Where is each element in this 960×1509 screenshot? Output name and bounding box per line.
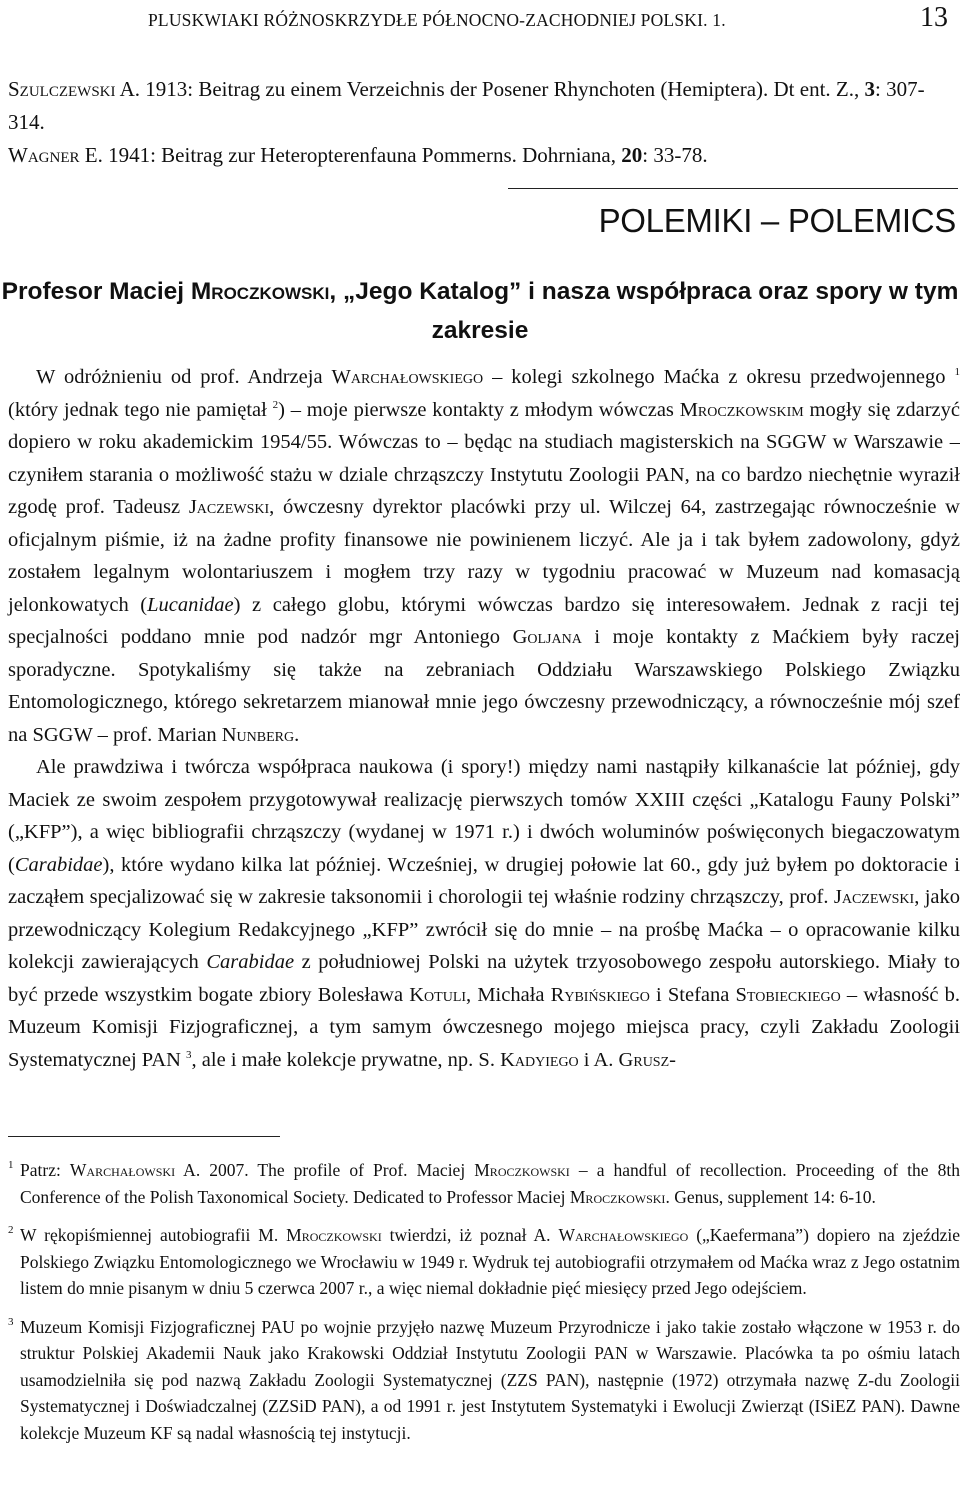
footnote-marker[interactable]: 3 (186, 1048, 192, 1061)
article-title: Profesor Maciej Mroczkowski, „Jego Katalog” i nasza współpraca oraz spory w tym zakresie (1, 278, 959, 344)
page-number: 13 (920, 2, 948, 33)
reference-volume: 20 (621, 143, 643, 167)
footnote: 1 Patrz: Warchałowski A. 2007. The profile of Prof. Maciej Mroczkowski – a handful of recollection. Proceeding of the 8th Conference of the Polish Taxonomical Society. Dedicated to Professor Maciej Mroczkowski. Genus, supplement 14: 6-10. (8, 1159, 960, 1207)
running-head: PLUSKWIAKI RÓŻNOSKRZYDŁE PÓŁNOCNO-ZACHODNIEJ POLSKI. 1. (148, 10, 726, 30)
footnote-divider (8, 1136, 280, 1137)
reference-entry (8, 139, 954, 172)
section-divider (508, 188, 958, 189)
reference-pages: : 307-314. (8, 77, 925, 134)
reference-pages: : 33-78. (642, 143, 708, 167)
footnote-number: 1 (8, 1159, 14, 1171)
reference-author: Wagner E. (8, 143, 103, 167)
footnote: 3 Muzeum Komisji Fizjograficznej PAU po wojnie przyjęło nazwę Muzeum Przyrodnicze i jako takie zostało włączone w 1953 r. do struktur Polskiej Akademii Nauk jako Krakowski Oddział Instytutu Zoologii PAN w Warszawie. Placówka ta po ośmiu latach usamodzielniła się pod nazwą Zakładu Zoologii Systematycznej (ZZS PAN), następnie (1972) otrzymała nazwę Z-du Zoologii Systematycznej i Doświadczalnej (ZZSiD PAN), a od 1991 r. jest Instytutem Systematyki i Ewolucji Zwierząt (ISiEZ PAN). Dawne kolekcje Muzeum KF są nadal własnością tej instytucji. (8, 1315, 960, 1443)
footnote-number: 3 (8, 1315, 14, 1328)
section-title: POLEMIKI – POLEMICS (598, 202, 956, 239)
reference-volume: 3 (864, 77, 875, 101)
reference-author: Szulczewski A. (8, 77, 141, 101)
footnote-marker[interactable]: 2 (272, 398, 279, 411)
author-name: Mroczkowski (190, 278, 330, 305)
footnote: 2 W rękopiśmiennej autobiografii M. Mroczkowski twierdzi, iż poznał A. Warchałowskiego („Kaefermana”) dopiero na zjeździe Polskiego Związku Entomologicznego we Wrocławiu w 1949 r. Wydruk tej autobiografii otrzymałem od Maćka wraz z Jego ostatnim listem do mnie pisanym w dniu 5 czerwca 2007 r., a więc niemal dokładnie pięć miesięcy przed Jego odejściem. (8, 1224, 960, 1298)
article-body (8, 361, 960, 1076)
body-paragraph: Ale prawdziwa i twórcza współpraca naukowa (i spory!) między nami nastąpiły kilkanaście lat później, gdy Maciek ze swoim zespołem przygotowywał realizację pierwszych tomów XXIII części „Katalogu Fauny Polski” („KFP”), a więc bibliografii chrząszczy (wydanej w 1971 r.) i dwóch woluminów poświęconych biegaczowatym (Carabidae), które wydano kilka lat później. Wcześniej, w drugiej połowie lat 60., gdy już byłem po doktoracie i zacząłem specjalizować się w zakresie taksonomii i chorologii tej właśnie rodziny chrząszczy, prof. Jaczewski, jako przewodniczący Kolegium Redakcyjnego „KFP” zwrócił się do mnie – na prośbę Maćka – o opracowanie kilku kolekcji zawierających Carabidae z południowej Polski na użytek trzyosobowego zespołu autorskiego. Miały to być przede wszystkim bogate zbiory Bolesława Kotuli, Michała Rybińskiego i Stefana Stobieckiego – własność b. Muzeum Komisji Fizjograficznej, a tym samym ówczesnego mojego miejsca pracy, czyli Zakładu Zoologii Systematycznej PAN $^3$, ale i małe kolekcje prywatne, np. S. Kadyiego i A. Grusz- (8, 756, 960, 1071)
reference-text: 1941: Beitrag zur Heteropterenfauna Pommerns. Dohrniana, (102, 143, 622, 167)
footnote-number: 2 (8, 1224, 14, 1236)
footnote-marker[interactable]: 1 (954, 366, 960, 379)
footnotes (8, 1157, 960, 1458)
reference-text: 1913: Beitrag zu einem Verzeichnis der Posener Rhynchoten (Hemiptera). Dt ent. Z., (140, 77, 865, 101)
reference-entry (8, 73, 954, 139)
body-paragraph: W odróżnieniu od prof. Andrzeja Warchałowskiego – kolegi szkolnego Maćka z okresu przedwojennego $^1$ (który jednak tego nie pamiętał $^2$) – moje pierwsze kontakty z młodym wówczas Mroczkowskim mogły się zdarzyć dopiero w roku akademickim 1954/55. Wówczas to – będąc na studiach magisterskich na SGGW w Warszawie – czyniłem starania o możliwość stażu w dziale chrząszczy Instytutu Zoologii PAN, na co bardzo niechętnie wyraził zgodę prof. Tadeusz Jaczewski, ówczesny dyrektor placówki przy ul. Wilczej 64, zastrzegając równocześnie w oficjalnym piśmie, iż na żadne profity finansowe nie powinienem liczyć. Ale ja i tak byłem zadowolony, gdyż zostałem legalnym wolontariuszem i mogłem trzy razy w tygodniu pracować w Muzeum nad komasacją jelonkowatych (Lucanidae) z całego globu, którymi wówczas bardzo się interesowałem. Jednak z racji tej specjalności poddano mnie pod nadzór mgr Antoniego Goljana i moje kontakty z Maćkiem były raczej sporadyczne. Spotykaliśmy się także na zebraniach Oddziału Warszawskiego Polskiego Związku Entomologicznego, którego sekretarzem mianował mnie jego ówczesny przewodniczący, a równocześnie mój szef na SGGW – prof. Marian Nunberg. (8, 366, 960, 746)
